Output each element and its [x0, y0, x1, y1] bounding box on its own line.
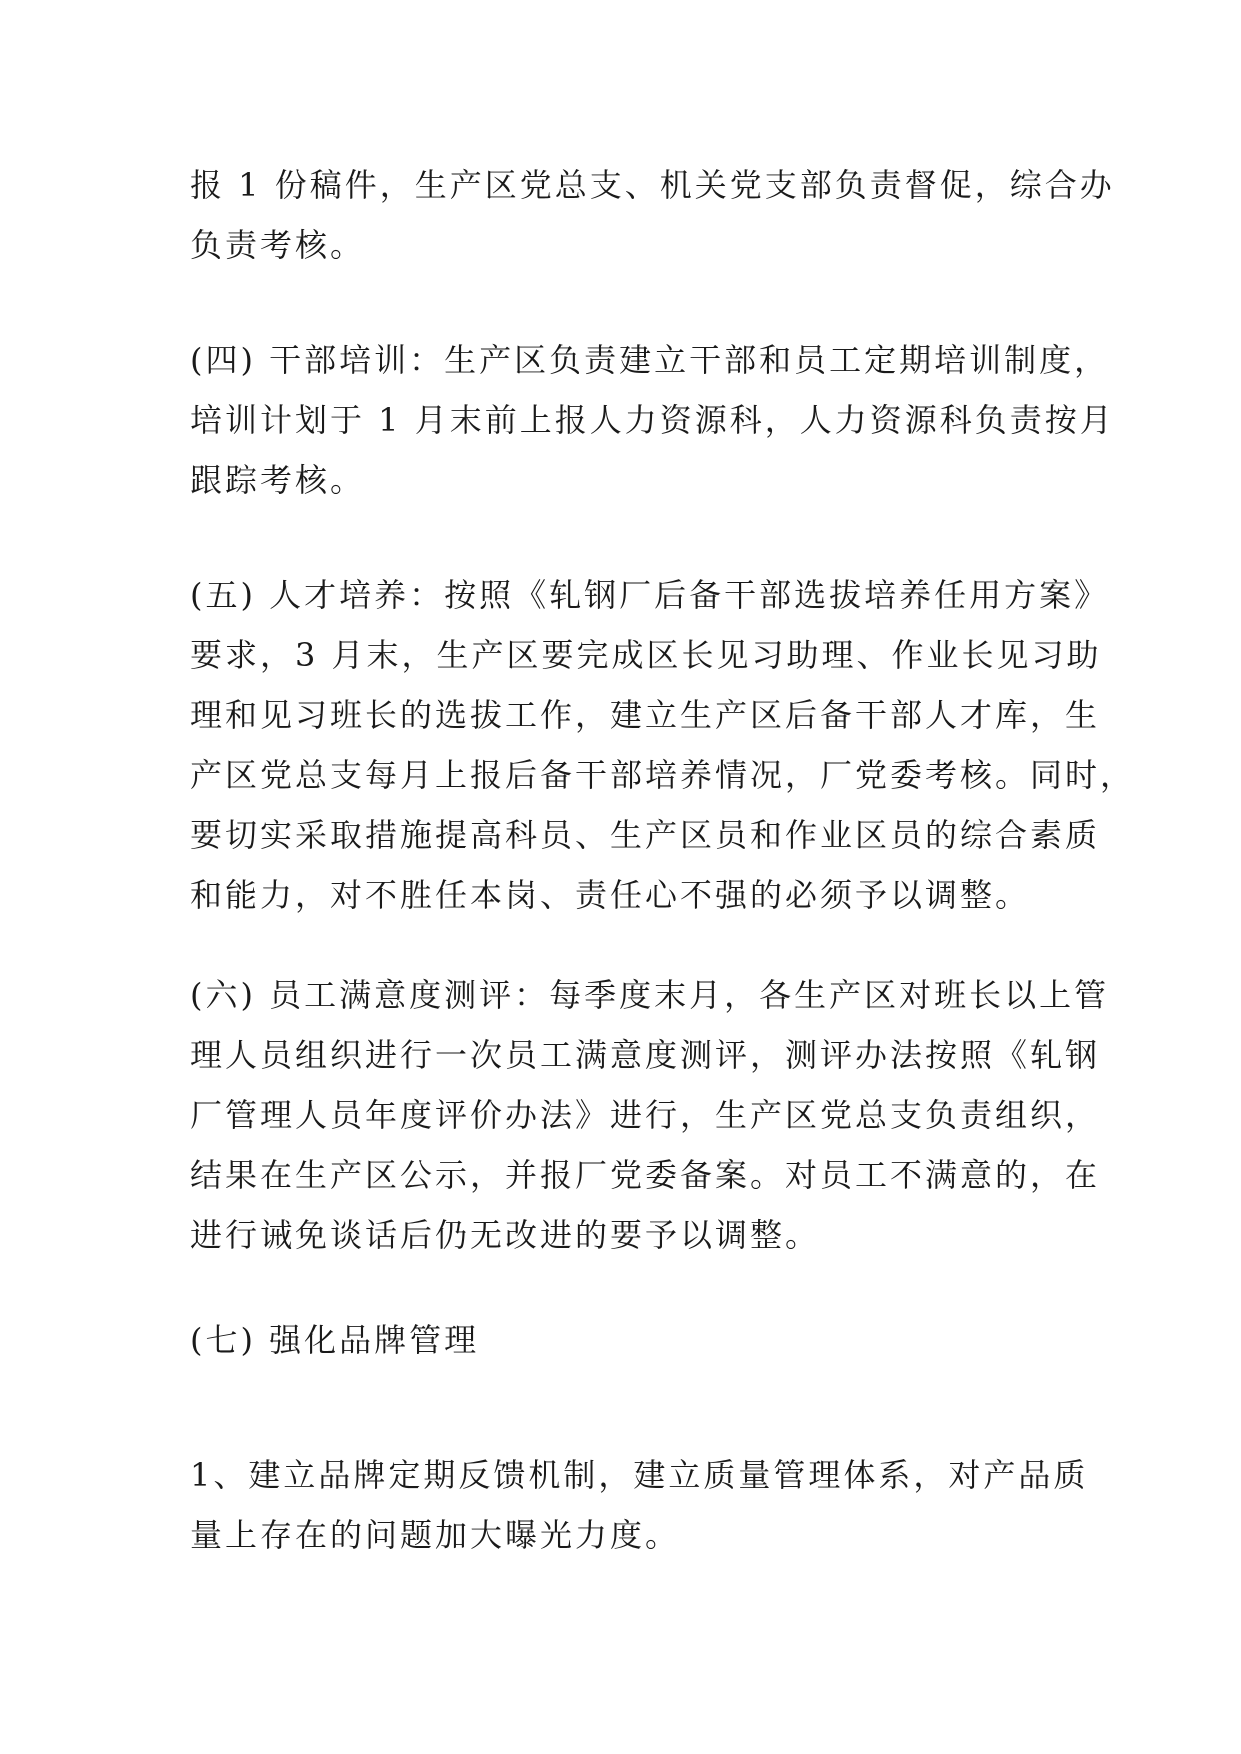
text-line: 量上存在的问题加大曝光力度。: [190, 1516, 681, 1554]
paragraph-employee-satisfaction: [190, 965, 1110, 1265]
text-line: 理和见习班长的选拔工作，建立生产区后备干部人才库，生: [190, 696, 1101, 734]
text-line: 产区党总支每月上报后备干部培养情况，厂党委考核。同时，: [190, 756, 1136, 794]
text-line: 报 1 份稿件，生产区党总支、机关党支部负责督促，综合办: [190, 166, 1115, 204]
text-line: 和能力，对不胜任本岗、责任心不强的必须予以调整。: [190, 876, 1031, 914]
text-line: 跟踪考核。: [190, 461, 366, 499]
paragraph-talent-development: [190, 565, 1136, 925]
text-line: 结果在生产区公示，并报厂党委备案。对员工不满意的，在: [190, 1156, 1101, 1194]
text-line: (六) 员工满意度测评：每季度末月，各生产区对班长以上管: [190, 976, 1110, 1014]
text-line: (四) 干部培训：生产区负责建立干部和员工定期培训制度，: [190, 341, 1110, 379]
paragraph-cadre-training: [190, 330, 1115, 510]
text-line: 理人员组织进行一次员工满意度测评，测评办法按照《轧钢: [190, 1036, 1101, 1074]
text-line: 1、建立品牌定期反馈机制，建立质量管理体系，对产品质: [190, 1456, 1089, 1494]
paragraph-manuscript-assessment: [190, 155, 1115, 275]
text-line: (七) 强化品牌管理: [190, 1321, 480, 1359]
text-line: 要求，3 月末，生产区要完成区长见习助理、作业长见习助: [190, 636, 1102, 674]
section-heading-brand-management: [190, 1310, 1070, 1370]
text-line: 负责考核。: [190, 226, 366, 264]
text-line: 进行诫免谈话后仍无改进的要予以调整。: [190, 1216, 821, 1254]
paragraph-brand-feedback: [190, 1445, 1089, 1565]
text-line: (五) 人才培养：按照《轧钢厂后备干部选拔培养任用方案》: [190, 576, 1110, 614]
text-line: 要切实采取措施提高科员、生产区员和作业区员的综合素质: [190, 816, 1101, 854]
text-line: 厂管理人员年度评价办法》进行，生产区党总支负责组织，: [190, 1096, 1101, 1134]
text-line: 培训计划于 1 月末前上报人力资源科，人力资源科负责按月: [190, 401, 1115, 439]
